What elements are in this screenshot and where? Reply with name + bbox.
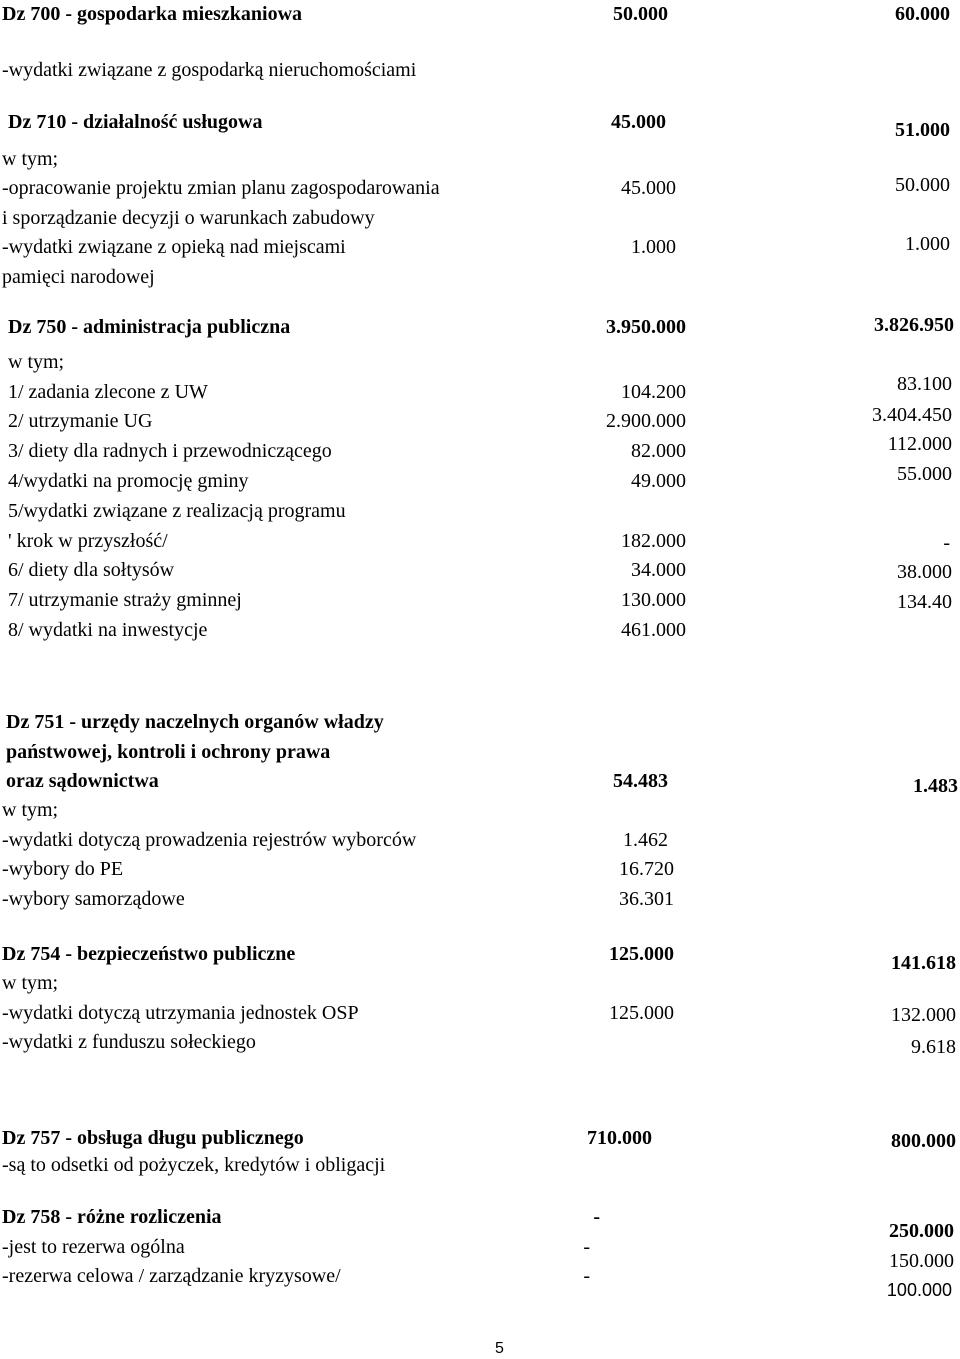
section-751-wtym: w tym;: [2, 799, 59, 821]
section-754-item2-projekt: 9.618: [911, 1036, 956, 1058]
section-710-value-plan: 45.000: [611, 111, 666, 133]
section-751-value-plan: 54.483: [613, 770, 668, 792]
section-754-item1: -wydatki dotyczą utrzymania jednostek OSP: [2, 1002, 359, 1024]
section-750-item3: 3/ diety dla radnych i przewodniczącego: [8, 440, 332, 462]
section-750-item8-plan: 461.000: [621, 619, 686, 641]
section-758-item1-projekt: 150.000: [889, 1250, 954, 1272]
section-754-item1-plan: 125.000: [609, 1002, 674, 1024]
section-754-item1-projekt: 132.000: [891, 1004, 956, 1026]
section-757-line: -są to odsetki od pożyczek, kredytów i obligacji: [2, 1154, 386, 1176]
section-750-item8: 8/ wydatki na inwestycje: [8, 619, 208, 641]
section-750-value-plan: 3.950.000: [606, 316, 686, 338]
section-710-item1-line1: -opracowanie projektu zmian planu zagospodarowania: [2, 177, 440, 199]
section-710-item2-line2: pamięci narodowej: [2, 266, 155, 288]
section-700-value-plan: 50.000: [613, 3, 668, 25]
section-750-item5-line2: ' krok w przyszłość/: [8, 530, 168, 552]
section-750-wtym: w tym;: [8, 351, 65, 373]
section-700-value-projekt: 60.000: [895, 3, 950, 25]
section-750-item6: 6/ diety dla sołtysów: [8, 559, 175, 581]
section-710-value-projekt: 51.000: [895, 119, 950, 141]
section-751-item3: -wybory samorządowe: [2, 888, 185, 910]
page-number: 5: [495, 1340, 504, 1357]
section-751-item2-plan: 16.720: [619, 858, 674, 880]
section-750-item4-projekt: 55.000: [897, 463, 952, 485]
section-750-item6-plan: 34.000: [631, 559, 686, 581]
section-758-item2-projekt: 100.000: [886, 1280, 952, 1300]
section-750-item6-projekt: 38.000: [897, 561, 952, 583]
section-754-title: Dz 754 - bezpieczeństwo publiczne: [2, 943, 296, 965]
section-700-title: Dz 700 - gospodarka mieszkaniowa: [2, 3, 303, 25]
section-751-value-projekt: 1.483: [913, 775, 958, 797]
section-710-item1-projekt: 50.000: [895, 174, 950, 196]
section-750-item2-projekt: 3.404.450: [872, 404, 952, 426]
section-758-title: Dz 758 - różne rozliczenia: [2, 1206, 222, 1228]
section-750-item5-projekt: -: [943, 532, 950, 554]
section-754-wtym: w tym;: [2, 972, 59, 994]
section-758-item1: -jest to rezerwa ogólna: [2, 1236, 185, 1258]
section-750-item5-line1: 5/wydatki związane z realizacją programu: [8, 500, 346, 522]
section-750-item3-plan: 82.000: [631, 440, 686, 462]
section-750-item1-projekt: 83.100: [897, 373, 952, 395]
section-750-item4: 4/wydatki na promocję gminy: [8, 470, 249, 492]
section-758-value-projekt: 250.000: [889, 1220, 954, 1242]
section-710-item1-plan: 45.000: [621, 177, 676, 199]
section-710-item1-line2: i sporządzanie decyzji o warunkach zabudowy: [2, 207, 375, 229]
section-751-title-line3: oraz sądownictwa: [6, 770, 159, 792]
section-750-item7: 7/ utrzymanie straży gminnej: [8, 589, 242, 611]
section-751-title-line2: państwowej, kontroli i ochrony prawa: [6, 741, 331, 763]
section-710-wtym: w tym;: [2, 148, 59, 170]
section-750-item2-plan: 2.900.000: [606, 410, 686, 432]
section-757-value-plan: 710.000: [587, 1127, 652, 1149]
section-758-item2-plan: -: [583, 1265, 590, 1287]
section-758-item2: -rezerwa celowa / zarządzanie kryzysowe/: [2, 1265, 341, 1287]
section-750-value-projekt: 3.826.950: [874, 314, 954, 336]
section-750-item4-plan: 49.000: [631, 470, 686, 492]
section-750-item1-plan: 104.200: [621, 381, 686, 403]
section-751-item3-plan: 36.301: [619, 888, 674, 910]
section-758-value-plan: -: [593, 1206, 600, 1228]
section-751-item1: -wydatki dotyczą prowadzenia rejestrów wyborców: [2, 829, 417, 851]
section-751-title-line1: Dz 751 - urzędy naczelnych organów władzy: [6, 711, 384, 733]
section-710-item2-line1: -wydatki związane z opieką nad miejscami: [2, 236, 346, 258]
section-754-value-projekt: 141.618: [891, 952, 956, 974]
section-757-title: Dz 757 - obsługa długu publicznego: [2, 1127, 304, 1149]
section-751-item1-plan: 1.462: [623, 829, 668, 851]
section-700-line: -wydatki związane z gospodarką nieruchomościami: [2, 59, 417, 81]
section-750-item2: 2/ utrzymanie UG: [8, 410, 153, 432]
section-758-item1-plan: -: [583, 1236, 590, 1258]
section-710-item2-projekt: 1.000: [905, 233, 950, 255]
section-710-title: Dz 710 - działalność usługowa: [8, 111, 263, 133]
section-750-item5-plan: 182.000: [621, 530, 686, 552]
section-751-item2: -wybory do PE: [2, 858, 124, 880]
section-754-item2: -wydatki z funduszu sołeckiego: [2, 1031, 256, 1053]
section-757-value-projekt: 800.000: [891, 1130, 956, 1152]
section-750-item7-plan: 130.000: [621, 589, 686, 611]
section-754-value-plan: 125.000: [609, 943, 674, 965]
section-750-title: Dz 750 - administracja publiczna: [8, 316, 291, 338]
section-710-item2-plan: 1.000: [631, 236, 676, 258]
section-750-item1: 1/ zadania zlecone z UW: [8, 381, 208, 403]
section-750-item7-projekt: 134.40: [897, 591, 952, 613]
section-750-item3-projekt: 112.000: [887, 433, 952, 455]
